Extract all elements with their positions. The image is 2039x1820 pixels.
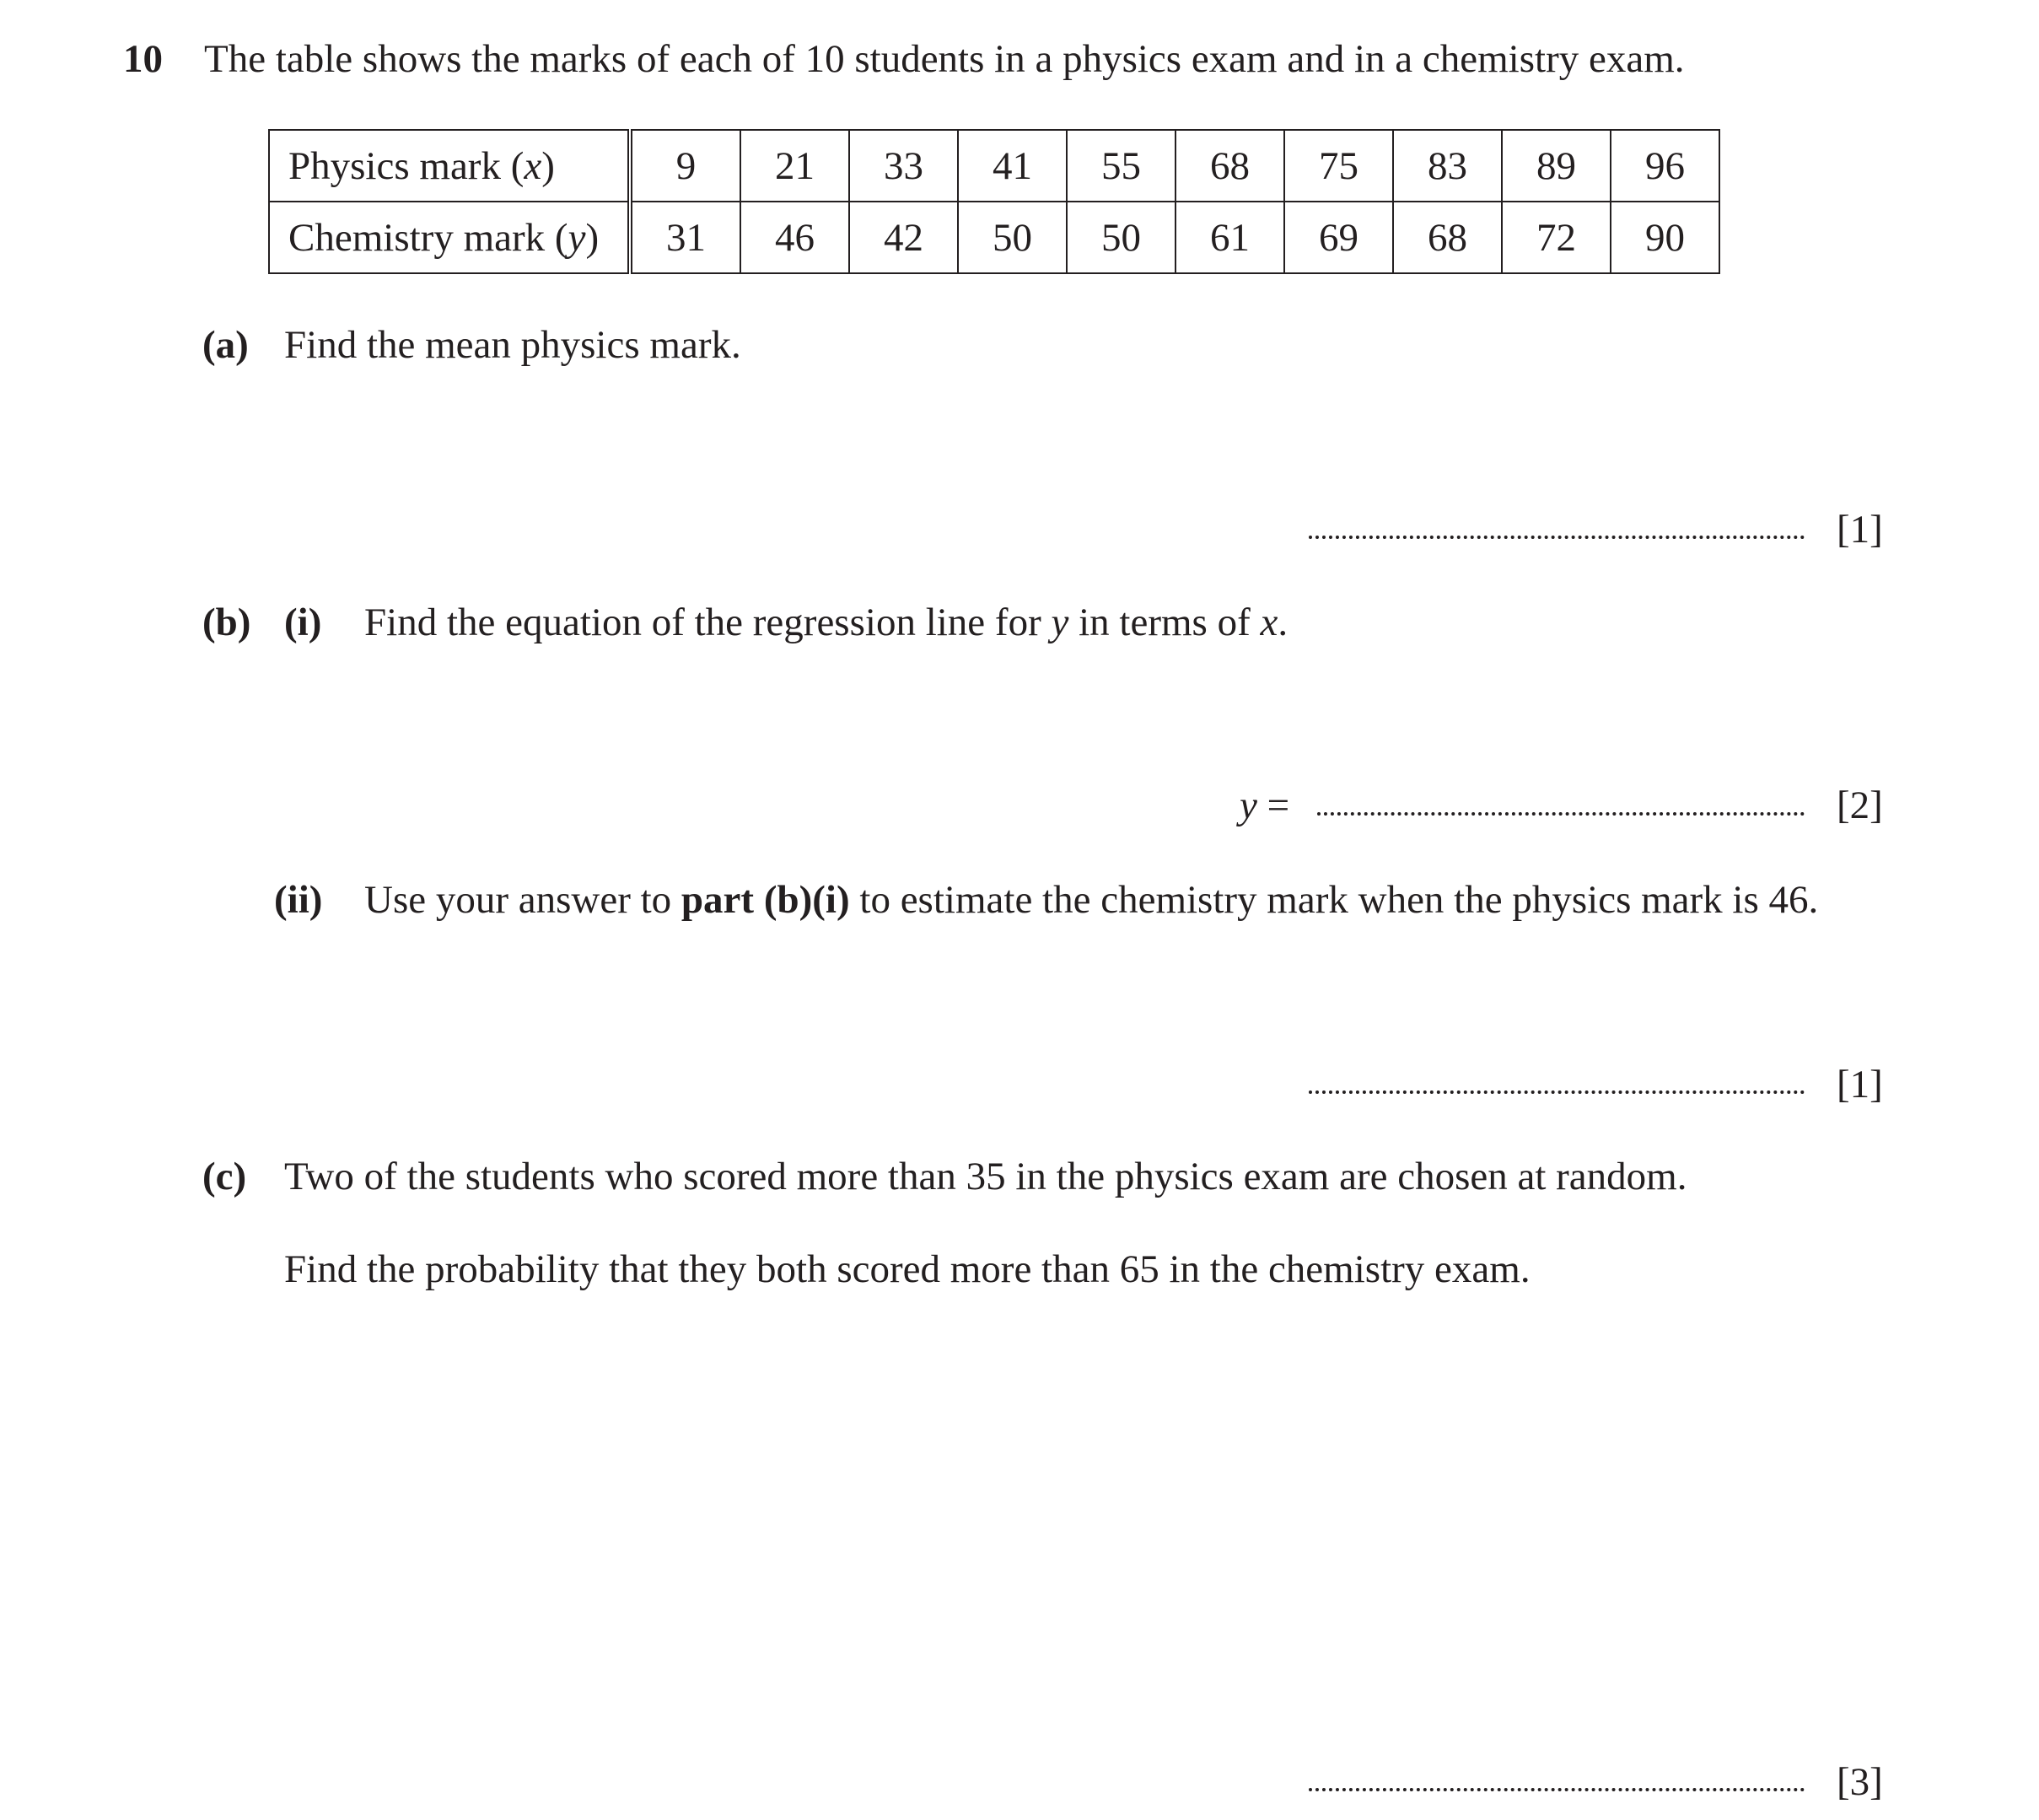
table-row-physics xyxy=(269,130,1719,202)
marks-a: [1] xyxy=(1837,508,1883,552)
table-cell: 75 xyxy=(1284,130,1393,202)
question-number: 10 xyxy=(123,37,163,81)
question-intro: The table shows the marks of each of 10 students in a physics exam and in a chemistry exam. xyxy=(204,37,1685,81)
answer-line-b-i[interactable] xyxy=(1317,812,1805,816)
table-cell: 41 xyxy=(958,130,1067,202)
table-cell: 69 xyxy=(1284,202,1393,273)
table-cell: 96 xyxy=(1611,130,1719,202)
answer-line-b-ii[interactable] xyxy=(1309,1090,1805,1094)
marks-table xyxy=(268,129,1720,274)
table-cell: 9 xyxy=(630,130,740,202)
part-a-text: Find the mean physics mark. xyxy=(284,323,741,367)
table-cell: 61 xyxy=(1176,202,1284,273)
table-cell: 31 xyxy=(630,202,740,273)
table-cell: 83 xyxy=(1393,130,1502,202)
part-b-ii-text: Use your answer to part (b)(i) to estimate the chemistry mark when the physics mark is 46. xyxy=(364,878,1819,922)
table-cell: 89 xyxy=(1502,130,1611,202)
part-c-line2: Find the probability that they both scored more than 65 in the chemistry exam. xyxy=(284,1247,1531,1291)
table-row-chemistry xyxy=(269,202,1719,273)
answer-prefix-b-i: y = xyxy=(1240,783,1290,827)
table-cell: 68 xyxy=(1393,202,1502,273)
answer-line-a[interactable] xyxy=(1309,536,1805,539)
part-b-ii-label: (ii) xyxy=(274,878,323,922)
table-cell: 50 xyxy=(958,202,1067,273)
marks-c: [3] xyxy=(1837,1760,1883,1804)
table-cell: 21 xyxy=(740,130,849,202)
row-label-chemistry: Chemistry mark (y) xyxy=(269,202,630,273)
marks-b-ii: [1] xyxy=(1837,1063,1883,1107)
table-cell: 90 xyxy=(1611,202,1719,273)
table-cell: 42 xyxy=(849,202,958,273)
part-b-i-text: Find the equation of the regression line for y in terms of x. xyxy=(364,600,1288,644)
table-cell: 33 xyxy=(849,130,958,202)
answer-line-c[interactable] xyxy=(1309,1788,1805,1791)
table-cell: 68 xyxy=(1176,130,1284,202)
table-cell: 55 xyxy=(1067,130,1176,202)
part-c-line1: Two of the students who scored more than 35 in the physics exam are chosen at random. xyxy=(284,1155,1687,1198)
table-cell: 72 xyxy=(1502,202,1611,273)
part-b-label: (b) xyxy=(202,600,251,644)
part-a-label: (a) xyxy=(202,323,249,367)
marks-b-i: [2] xyxy=(1837,783,1883,827)
row-label-physics: Physics mark (x) xyxy=(269,130,630,202)
table-cell: 46 xyxy=(740,202,849,273)
part-b-i-label: (i) xyxy=(284,600,322,644)
table-cell: 50 xyxy=(1067,202,1176,273)
part-c-label: (c) xyxy=(202,1155,247,1198)
